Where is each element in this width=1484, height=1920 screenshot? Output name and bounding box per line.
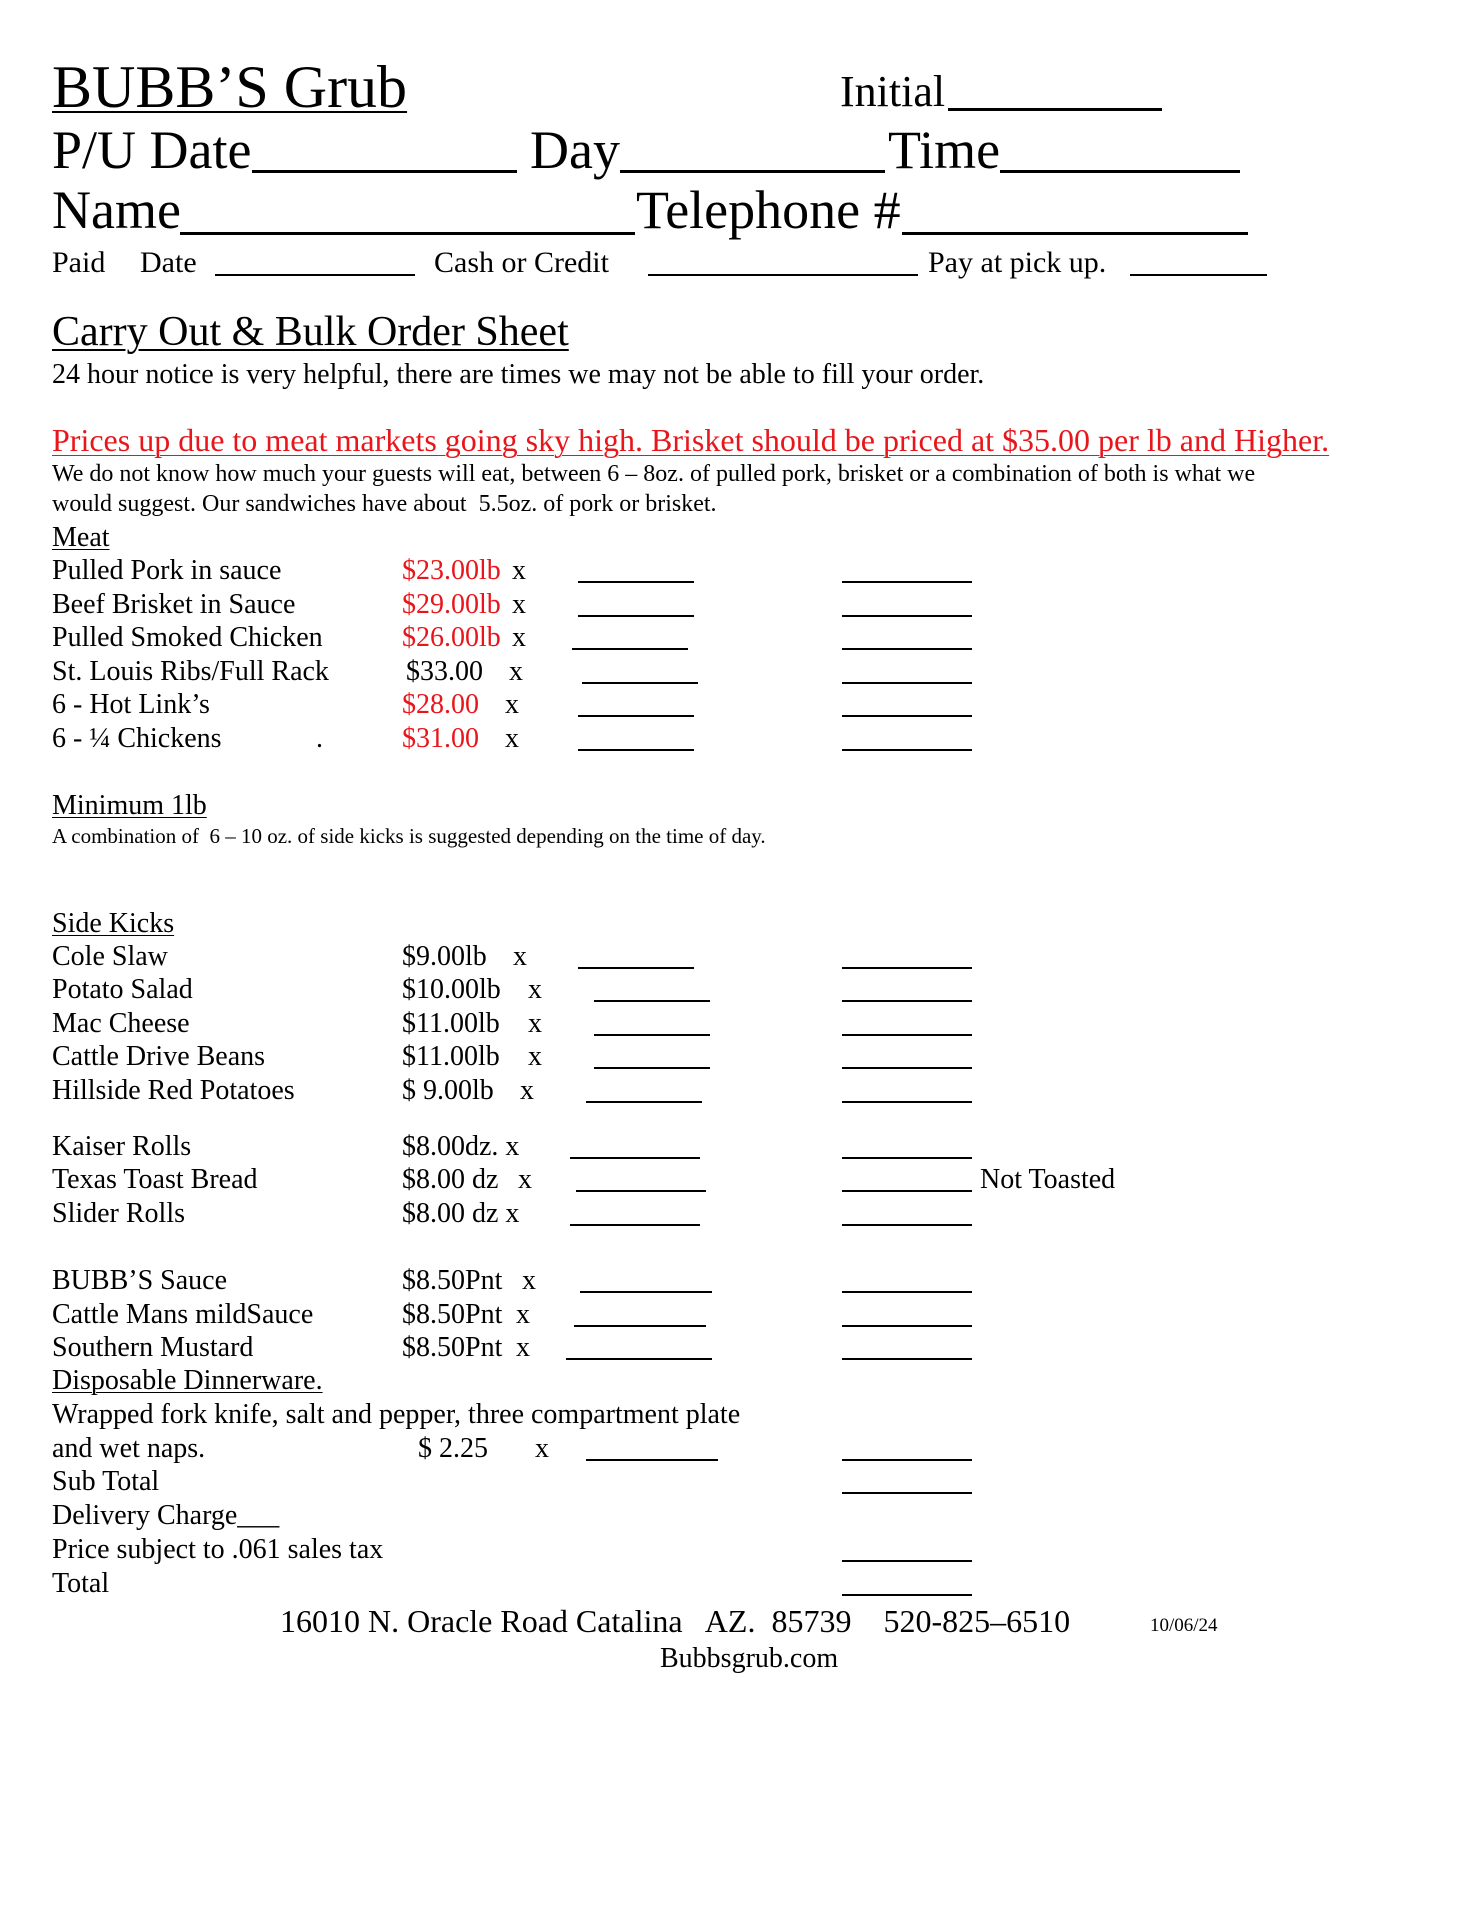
amount-field[interactable] <box>842 1325 972 1327</box>
quantity-field[interactable] <box>572 648 688 650</box>
amount-field[interactable] <box>842 1358 972 1360</box>
quantity-field[interactable] <box>576 1190 706 1192</box>
cash-credit-field[interactable] <box>648 274 918 276</box>
multiply-x: x <box>516 1299 530 1330</box>
footer-address: 16010 N. Oracle Road Catalina AZ. 85739 520-825–6510 <box>280 1603 1071 1639</box>
side-kicks-suggestion: A combination of 6 – 10 oz. of side kicks is suggested depending on the time of day. <box>52 824 766 848</box>
subtotal-label: Sub Total <box>52 1466 160 1497</box>
amount-field[interactable] <box>842 1157 972 1159</box>
minimum-note: Minimum 1lb <box>52 790 207 821</box>
pay-pickup-label: Pay at pick up. <box>928 246 1107 279</box>
quantity-field[interactable] <box>578 581 694 583</box>
amount-field[interactable] <box>842 1000 972 1002</box>
item-price: $8.50Pnt <box>402 1299 503 1330</box>
subtotal-field[interactable] <box>842 1492 972 1494</box>
quantity-field[interactable] <box>578 967 694 969</box>
sales-tax-field[interactable] <box>842 1560 972 1562</box>
item-price: $28.00 <box>402 689 479 720</box>
item-price: $11.00lb <box>402 1041 500 1072</box>
multiply-x: x <box>528 974 542 1005</box>
cash-credit-label: Cash or Credit <box>434 246 609 279</box>
multiply-x: x <box>505 723 519 754</box>
item-name: Cattle Mans mildSauce <box>52 1299 314 1330</box>
item-price: $8.00dz. x <box>402 1131 520 1162</box>
amount-field[interactable] <box>842 715 972 717</box>
item-name: Pulled Smoked Chicken <box>52 622 323 653</box>
item-price: $29.00lb <box>402 589 501 620</box>
amount-field[interactable] <box>842 749 972 751</box>
telephone-label: Telephone # <box>636 180 901 240</box>
item-price: $26.00lb <box>402 622 501 653</box>
not-toasted-note: Not Toasted <box>980 1164 1116 1195</box>
item-name: Hillside Red Potatoes <box>52 1075 295 1106</box>
dinnerware-desc-2: and wet naps. <box>52 1433 206 1464</box>
quantity-field[interactable] <box>594 1067 710 1069</box>
item-price: $10.00lb <box>402 974 501 1005</box>
multiply-x: x <box>518 1164 532 1195</box>
amount-field[interactable] <box>842 1190 972 1192</box>
item-price: $11.00lb <box>402 1008 500 1039</box>
amount-field[interactable] <box>842 1101 972 1103</box>
item-price: $8.50Pnt <box>402 1332 503 1363</box>
delivery-charge-label: Delivery Charge___ <box>52 1500 280 1531</box>
telephone-field[interactable] <box>902 232 1248 235</box>
page-title: Carry Out & Bulk Order Sheet <box>52 309 569 355</box>
meat-heading: Meat <box>52 522 110 553</box>
quantity-field[interactable] <box>578 749 694 751</box>
time-field[interactable] <box>1000 170 1240 173</box>
quantity-field[interactable] <box>578 615 694 617</box>
amount-field[interactable] <box>842 1067 972 1069</box>
price-alert: Prices up due to meat markets going sky high. Brisket should be priced at $35.00 per lb and Higher. <box>52 422 1330 458</box>
paid-label: Paid <box>52 246 106 279</box>
paid-date-label: Date <box>140 246 197 279</box>
multiply-x: x <box>528 1041 542 1072</box>
business-name: BUBB’S Grub <box>52 54 408 120</box>
item-price: $23.00lb <box>402 555 501 586</box>
day-field[interactable] <box>620 170 885 173</box>
total-label: Total <box>52 1568 110 1599</box>
pay-pickup-field[interactable] <box>1130 274 1267 276</box>
item-name: Cattle Drive Beans <box>52 1041 266 1072</box>
item-name: Kaiser Rolls <box>52 1131 192 1162</box>
name-label: Name <box>52 180 181 240</box>
day-label: Day <box>530 120 620 180</box>
multiply-x: x <box>520 1075 534 1106</box>
pu-date-field[interactable] <box>252 170 517 173</box>
name-field[interactable] <box>180 232 635 235</box>
suggestion-line-2: would suggest. Our sandwiches have about 5.5oz. of pork or brisket. <box>52 491 717 517</box>
item-price: $33.00 <box>406 656 483 687</box>
multiply-x: x <box>522 1265 536 1296</box>
dinnerware-heading: Disposable Dinnerware. <box>52 1365 323 1396</box>
item-price: $8.50Pnt <box>402 1265 503 1296</box>
amount-field[interactable] <box>842 682 972 684</box>
amount-field[interactable] <box>842 1224 972 1226</box>
footer-website[interactable]: Bubbsgrub.com <box>660 1643 839 1674</box>
amount-field[interactable] <box>842 967 972 969</box>
dinnerware-desc-1: Wrapped fork knife, salt and pepper, three compartment plate <box>52 1399 741 1430</box>
amount-field[interactable] <box>842 648 972 650</box>
item-name: Texas Toast Bread <box>52 1164 258 1195</box>
quantity-field[interactable] <box>594 1000 710 1002</box>
time-label: Time <box>888 120 1001 180</box>
item-price: $8.00 dz x <box>402 1198 520 1229</box>
amount-field[interactable] <box>842 1291 972 1293</box>
total-field[interactable] <box>842 1594 972 1596</box>
notice-text: 24 hour notice is very helpful, there are times we may not be able to fill your order. <box>52 359 985 390</box>
multiply-x: x <box>512 555 526 586</box>
quantity-field[interactable] <box>566 1358 712 1360</box>
multiply-x: x <box>512 622 526 653</box>
item-name: Beef Brisket in Sauce <box>52 589 296 620</box>
suggestion-line-1: We do not know how much your guests will eat, between 6 – 8oz. of pulled pork, brisket or a combination of both is what we <box>52 461 1256 487</box>
item-price: $31.00 <box>402 723 479 754</box>
multiply-x: x <box>512 589 526 620</box>
footer-date-code: 10/06/24 <box>1150 1615 1218 1636</box>
dinnerware-quantity-field[interactable] <box>586 1459 718 1461</box>
paid-date-field[interactable] <box>215 274 415 276</box>
item-name: Potato Salad <box>52 974 193 1005</box>
side-kicks-heading: Side Kicks <box>52 908 175 939</box>
item-name: Southern Mustard <box>52 1332 254 1363</box>
quantity-field[interactable] <box>580 1291 712 1293</box>
multiply-x: x <box>505 689 519 720</box>
quantity-field[interactable] <box>578 715 694 717</box>
multiply-x: x <box>528 1008 542 1039</box>
amount-field[interactable] <box>842 615 972 617</box>
item-name: St. Louis Ribs/Full Rack <box>52 656 329 687</box>
quantity-field[interactable] <box>574 1325 706 1327</box>
quantity-field[interactable] <box>582 682 698 684</box>
dinnerware-price: $ 2.25 <box>418 1433 488 1464</box>
item-name: Pulled Pork in sauce <box>52 555 282 586</box>
item-price: $9.00lb <box>402 941 487 972</box>
multiply-x: x <box>509 656 523 687</box>
item-price: $ 9.00lb <box>402 1075 494 1106</box>
quantity-field[interactable] <box>570 1157 700 1159</box>
dinnerware-amount-field[interactable] <box>842 1459 972 1461</box>
quantity-field[interactable] <box>594 1034 710 1036</box>
pu-date-label: P/U Date <box>52 120 252 180</box>
item-name: Slider Rolls <box>52 1198 186 1229</box>
stray-dot: . <box>316 723 323 754</box>
multiply-x: x <box>535 1433 549 1464</box>
amount-field[interactable] <box>842 581 972 583</box>
sales-tax-label: Price subject to .061 sales tax <box>52 1534 384 1565</box>
item-name: Mac Cheese <box>52 1008 190 1039</box>
item-name: Cole Slaw <box>52 941 168 972</box>
quantity-field[interactable] <box>570 1224 700 1226</box>
initial-field[interactable] <box>948 108 1162 111</box>
item-name: 6 - ¼ Chickens <box>52 723 222 754</box>
multiply-x: x <box>516 1332 530 1363</box>
item-name: BUBB’S Sauce <box>52 1265 227 1296</box>
quantity-field[interactable] <box>586 1101 702 1103</box>
item-name: 6 - Hot Link’s <box>52 689 210 720</box>
multiply-x: x <box>513 941 527 972</box>
item-price: $8.00 dz <box>402 1164 499 1195</box>
amount-field[interactable] <box>842 1034 972 1036</box>
initial-label: Initial <box>840 67 946 116</box>
